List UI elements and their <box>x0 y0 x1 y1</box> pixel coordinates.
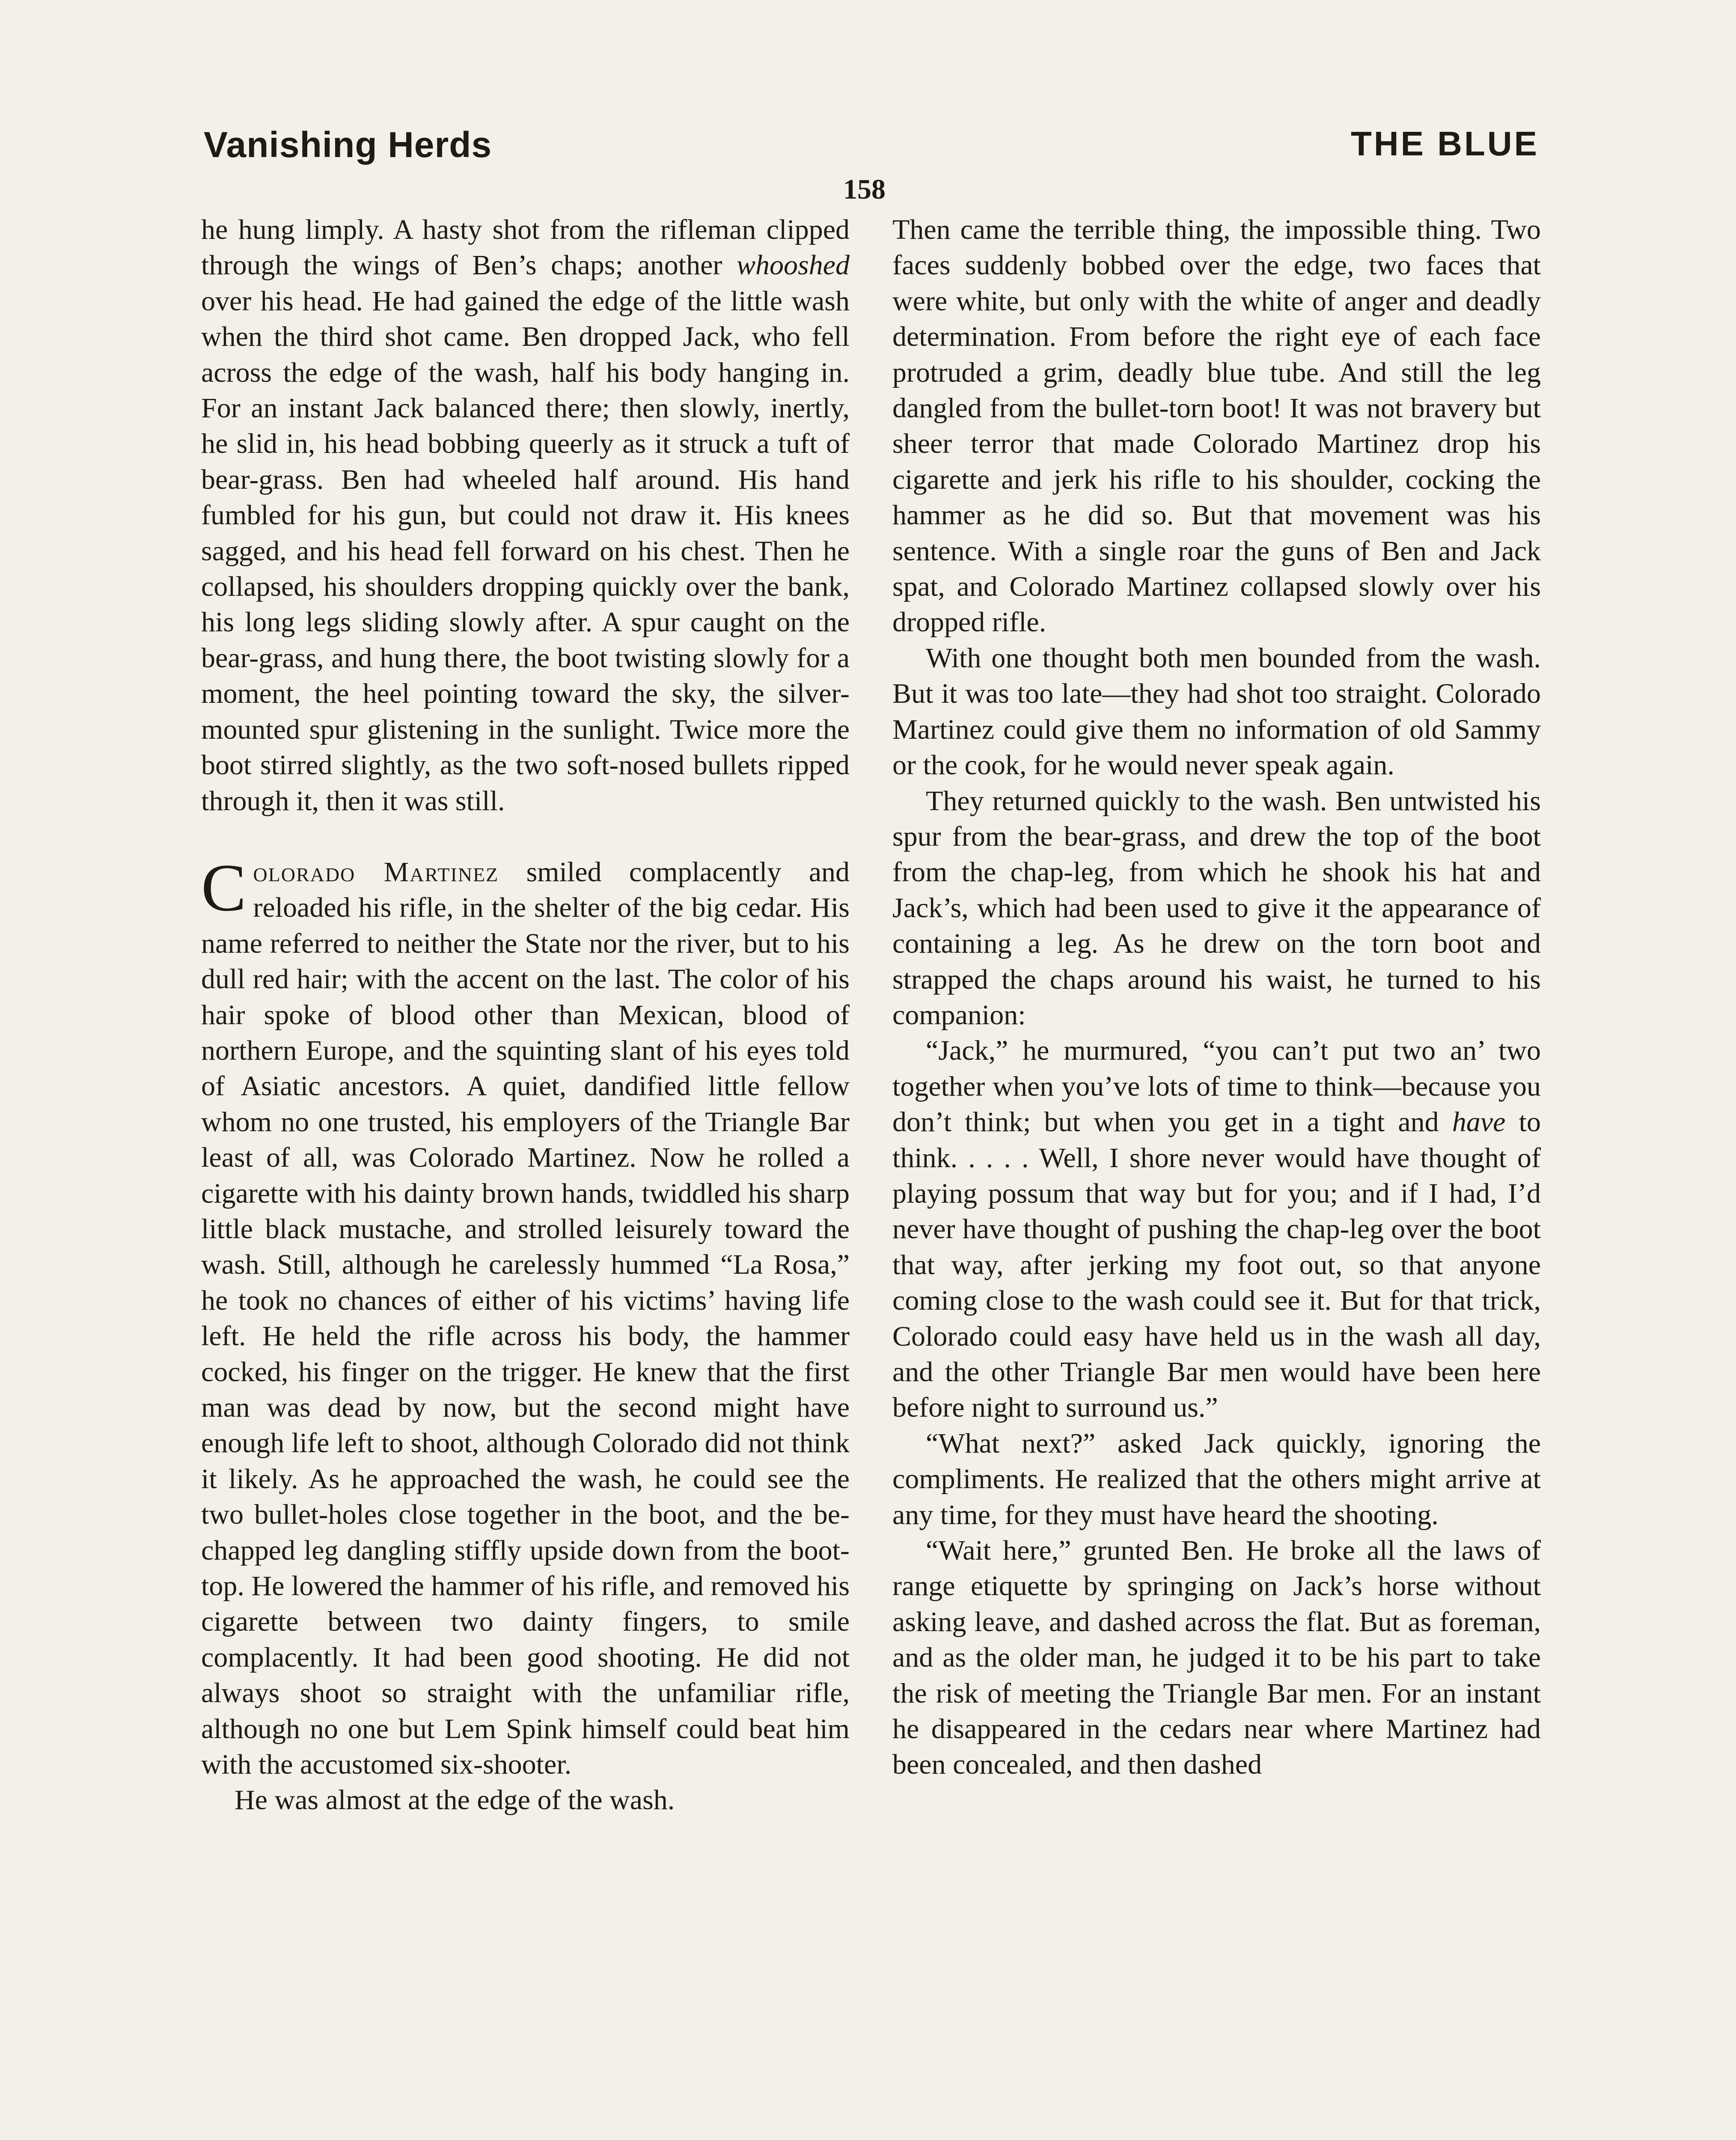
magazine-section-title: THE BLUE <box>1351 125 1539 163</box>
paragraph: “Wait here,” grunted Ben. He broke all the laws of range etiquette by springing on Jack’s horse without asking leave, and dashed across the flat. But as foreman, and as the older man, he judged it to be his part to take the risk of meeting the Triangle Bar men. For an instant he disappeared in the cedars near where Martinez had been concealed, and then dashed <box>892 1535 1541 1780</box>
running-title: Vanishing Herds <box>204 125 492 165</box>
drop-cap: C <box>201 850 247 925</box>
left-column <box>201 212 850 1818</box>
paragraph: With one thought both men bounded from the wash. But it was too late—they had shot too straight. Colorado Martinez could give them no information of old Sammy or the cook, for he would never speak again. <box>892 642 1541 781</box>
paragraph: He was almost at the edge of the wash. <box>235 1784 675 1816</box>
emphasis: whooshed <box>737 250 850 281</box>
section-opening-paragraph: Colorado Martinez smiled complacently and reloaded his rifle, in the shelter of the big cedar. His name referred to neither the State nor the river, but to his dull red hair; with the accent on the last. The color of his hair spoke of blood other than Mexican, blood of northern Europe, and the squinting slant of his eyes told of Asiatic ancestors. A quiet, dandified little fellow whom no one trusted, his employers of the Triangle Bar least of all, was Colorado Martinez. Now he rolled a cigarette with his dainty brown hands, twiddled his sharp little black mustache, and strolled leisurely toward the wash. Still, although he carelessly hummed “La Rosa,” he took no chances of either of his victims’ having life left. He held the rifle across his body, the hammer cocked, his finger on the trigger. He knew that the first man was dead by now, but the second might have enough life left to shoot, although Colorado did not think it likely. As he approached the wash, he could see the two bullet-holes close together in the boot, and the be-chapped leg dangling stiffly upside down from the boot-top. He lowered the hammer of his rifle, and removed his cigarette between two dainty fingers, to smile complacently. It had been good shooting. He did not always shoot so straight with the unfamiliar rifle, although no one but Lem Spink himself could beat him with the accustomed six-shooter. <box>201 850 850 1780</box>
right-column <box>892 212 1541 1783</box>
paragraph: “What next?” asked Jack quickly, ignoring the compliments. He realized that the others might arrive at any time, for they must have heard the shooting. <box>892 1427 1541 1531</box>
paragraph: They returned quickly to the wash. Ben untwisted his spur from the bear-grass, and drew the top of the boot from the chap-leg, from which he shook his hat and Jack’s, which had been used to give it the appearance of containing a leg. As he drew on the torn boot and strapped the chaps around his waist, he turned to his companion: <box>892 785 1541 1031</box>
emphasis: have <box>1452 1106 1506 1138</box>
paragraph: “Jack,” he murmured, “you can’t put two an’ two together when you’ve lots of time to think—because you don’t think; but when you get in a tight and have to think. . . . . Well, I shore never would have thought of playing possum that way but for you; and if I had, I’d never have thought of pushing the chap-leg over the boot that way, after jerking my foot out, so that anyone coming close to the wash could see it. But for that trick, Colorado could easy have held us in the wash all day, and the other Triangle Bar men would have been here before night to surround us.” <box>892 1035 1541 1424</box>
paragraph: Then came the terrible thing, the impossible thing. Two faces suddenly bobbed over the edge, two faces that were white, but only with the white of anger and deadly determination. From before the right eye of each face protruded a grim, deadly blue tube. And still the leg dangled from the bullet-torn boot! It was not bravery but sheer terror that made Colorado Martinez drop his cigarette and jerk his rifle to his shoulder, cocking the hammer as he did so. But that movement was his sentence. With a single roar the guns of Ben and Jack spat, and Colorado Martinez collapsed slowly over his dropped rifle. <box>892 214 1541 638</box>
paragraph: he hung limply. A hasty shot from the rifleman clipped through the wings of Ben’s chaps; another whooshed over his head. He had gained the edge of the little wash when the third shot came. Ben dropped Jack, who fell across the edge of the wash, half his body hanging in. For an instant Jack balanced there; then slowly, inertly, he slid in, his head bobbing queerly as it struck a tuft of bear-grass. Ben had wheeled half around. His hand fumbled for his gun, but could not draw it. His knees sagged, and his head fell forward on his chest. Then he collapsed, his shoulders dropping quickly over the bank, his long legs sliding slowly after. A spur caught on the bear-grass, and hung there, the boot twisting slowly for a moment, the heel pointing toward the sky, the silver-mounted spur glistening in the sunlight. Twice more the boot stirred slightly, as the two soft-nosed bullets ripped through it, then it was still. <box>201 214 850 817</box>
page-number: 158 <box>843 174 886 205</box>
small-caps-name: olorado Martinez <box>253 856 499 888</box>
